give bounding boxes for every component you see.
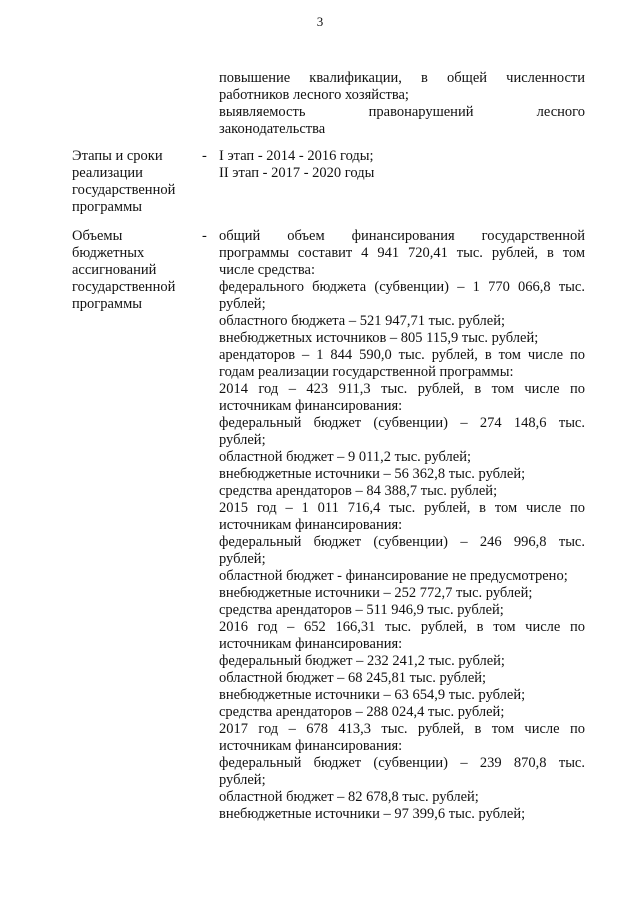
label-line: программы [72,296,142,312]
funding-text [219,228,585,823]
label-line: государственной [72,182,176,198]
text-line: федеральный бюджет – 232 241,2 тыс. рублей; [219,653,505,669]
text-line: внебюджетных источников – 805 115,9 тыс. рублей; [219,330,539,346]
text-line: годам реализации государственной программы: [219,364,514,380]
text-line: источникам финансирования: [219,398,403,414]
text-line: выявляемость правонарушений лесного [219,104,585,120]
text-line: программы составит 4 941 720,41 тыс. рублей, в том [219,245,585,261]
text-line: внебюджетные источники – 63 654,9 тыс. рублей; [219,687,526,703]
text-line: рублей; [219,551,266,567]
text-line: II этап - 2017 - 2020 годы [219,165,375,181]
text-line: областной бюджет - финансирование не предусмотрено; [219,568,568,584]
text-line: источникам финансирования: [219,517,403,533]
label-line: ассигнований [72,262,157,278]
text-line: рублей; [219,296,266,312]
text-line: рублей; [219,772,266,788]
text-line: внебюджетные источники – 56 362,8 тыс. рублей; [219,466,526,482]
stages-label [72,148,190,216]
text-line: I этап - 2014 - 2016 годы; [219,148,374,164]
text-line: законодательства [219,121,326,137]
text-line: средства арендаторов – 84 388,7 тыс. рублей; [219,483,498,499]
text-line: числе средства: [219,262,315,278]
text-line: 2014 год – 423 911,3 тыс. рублей, в том числе по [219,381,585,397]
stages-text [219,148,585,182]
text-line: федеральный бюджет (субвенции) – 239 870,8 тыс. [219,755,585,771]
text-line: арендаторов – 1 844 590,0 тыс. рублей, в том числе по [219,347,585,363]
text-line: внебюджетные источники – 252 772,7 тыс. рублей; [219,585,533,601]
label-line: Объемы [72,228,123,244]
text-line: федеральный бюджет (субвенции) – 274 148,6 тыс. [219,415,585,431]
text-line: источникам финансирования: [219,636,403,652]
text-line: федеральный бюджет (субвенции) – 246 996,8 тыс. [219,534,585,550]
text-line: средства арендаторов – 511 946,9 тыс. рублей; [219,602,504,618]
text-line: областной бюджет – 82 678,8 тыс. рублей; [219,789,479,805]
page-number: 3 [316,14,324,29]
text-line: внебюджетные источники – 97 399,6 тыс. рублей; [219,806,526,822]
text-line: областного бюджета – 521 947,71 тыс. рублей; [219,313,505,329]
stages-dash: - [202,148,207,164]
funding-label [72,228,190,313]
text-line: областной бюджет – 68 245,81 тыс. рублей; [219,670,487,686]
text-line: источникам финансирования: [219,738,403,754]
text-line: общий объем финансирования государственной [219,228,585,244]
text-line: работников лесного хозяйства; [219,87,409,103]
label-line: бюджетных [72,245,145,261]
label-line: государственной [72,279,176,295]
text-line: 2017 год – 678 413,3 тыс. рублей, в том числе по [219,721,585,737]
funding-dash: - [202,228,207,244]
text-line: федерального бюджета (субвенции) – 1 770 066,8 тыс. [219,279,585,295]
label-line: программы [72,199,142,215]
label-line: Этапы и сроки [72,148,163,164]
label-line: реализации [72,165,143,181]
text-line: средства арендаторов – 288 024,4 тыс. рублей; [219,704,505,720]
text-line: 2015 год – 1 011 716,4 тыс. рублей, в том числе по [219,500,585,516]
text-line: повышение квалификации, в общей численности [219,70,585,86]
text-line: 2016 год – 652 166,31 тыс. рублей, в том числе по [219,619,585,635]
text-line: областной бюджет – 9 011,2 тыс. рублей; [219,449,472,465]
intro-text [219,70,585,138]
text-line: рублей; [219,432,266,448]
